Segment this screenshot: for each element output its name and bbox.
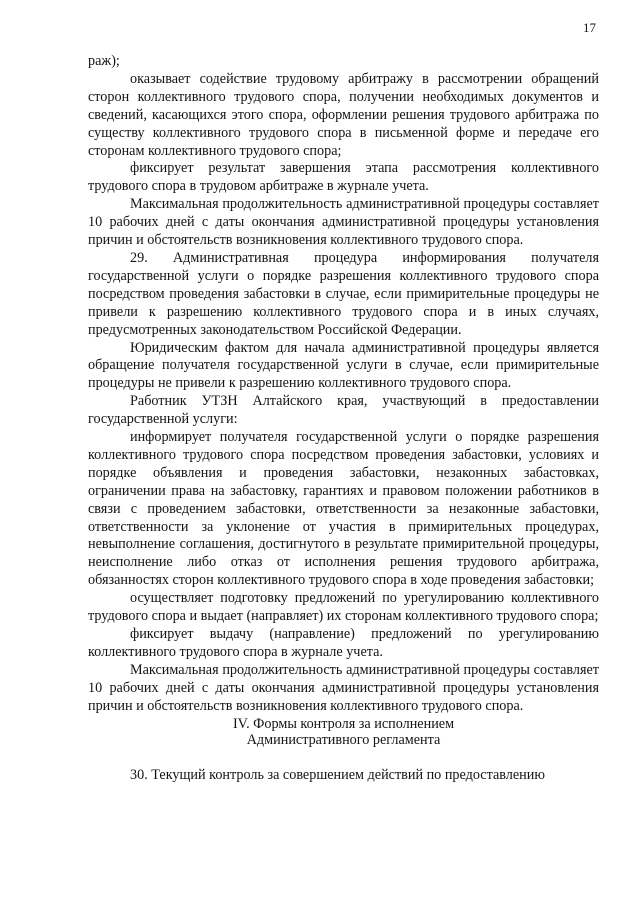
paragraph: 29. Административная процедура информирования получателя государственной услуги о порядке разрешения коллективного трудового спора посредством проведения забастовки в случае, если примирительные процедуры не привели к разрешению коллективного трудового спора и в иных случаях, предусмотренных законодательством Российской Федерации.	[88, 249, 599, 338]
section-heading-line-2: Административного регламента	[246, 732, 441, 749]
paragraph: фиксирует выдачу (направление) предложений по урегулированию коллективного трудового спора в журнале учета.	[88, 626, 599, 660]
paragraph: 30. Текущий контроль за совершением действий по предоставлению	[130, 766, 545, 783]
section-heading-line-1: IV. Формы контроля за исполнением	[232, 715, 455, 732]
spacer	[88, 749, 599, 767]
paragraph: оказывает содействие трудовому арбитражу в рассмотрении обращений сторон коллективного трудового спора, получении необходимых документов и сведений, касающихся этого спора, оформлении решения трудового арбитража по существу коллективного трудового спора в письменной форме и передаче его сторонам коллективного трудового спора;	[88, 70, 599, 159]
page-number: 17	[583, 20, 596, 35]
paragraph: фиксирует результат завершения этапа рассмотрения коллективного трудового спора в трудовом арбитраже в журнале учета.	[88, 160, 599, 195]
paragraph: Работник УТЗН Алтайского края, участвующий в предоставлении государственной услуги:	[88, 393, 599, 428]
section-heading	[88, 716, 599, 749]
paragraph: Максимальная продолжительность административной процедуры составляет 10 рабочих дней с даты окончания административной процедуры установления причин и обстоятельств возникновения коллективного трудового спора.	[88, 196, 599, 249]
document-body	[88, 53, 599, 784]
paragraph: осуществляет подготовку предложений по урегулированию коллективного трудового спора и выдает (направляет) их сторонам коллективного трудового спора;	[88, 590, 599, 625]
paragraph: Максимальная продолжительность административной процедуры составляет 10 рабочих дней с даты окончания административной процедуры установления причин и обстоятельств возникновения коллективного трудового спора.	[88, 661, 599, 714]
paragraph: информирует получателя государственной услуги о порядке разрешения коллективного трудового спора посредством проведения забастовки, условиях и порядке объявления и проведения забастовки, незаконных забастовках, ограничении права на забастовку, гарантиях и правовом положении работников в связи с проведением забастовки, ответственности за незаконные забастовки, ответственности за уклонение от участия в примирительных процедурах, невыполнение соглашения, достигнутого в результате примирительной процедуры, неисполнение либо отказ от исполнения решения трудового арбитража, обязанностях сторон коллективного трудового спора в ходе проведения забастовки;	[88, 429, 599, 589]
paragraph: Юридическим фактом для начала административной процедуры является обращение получателя государственной услуги в случае, если примирительные процедуры не привели к разрешению коллективного трудового спора.	[88, 339, 599, 392]
paragraph: раж);	[88, 53, 120, 69]
